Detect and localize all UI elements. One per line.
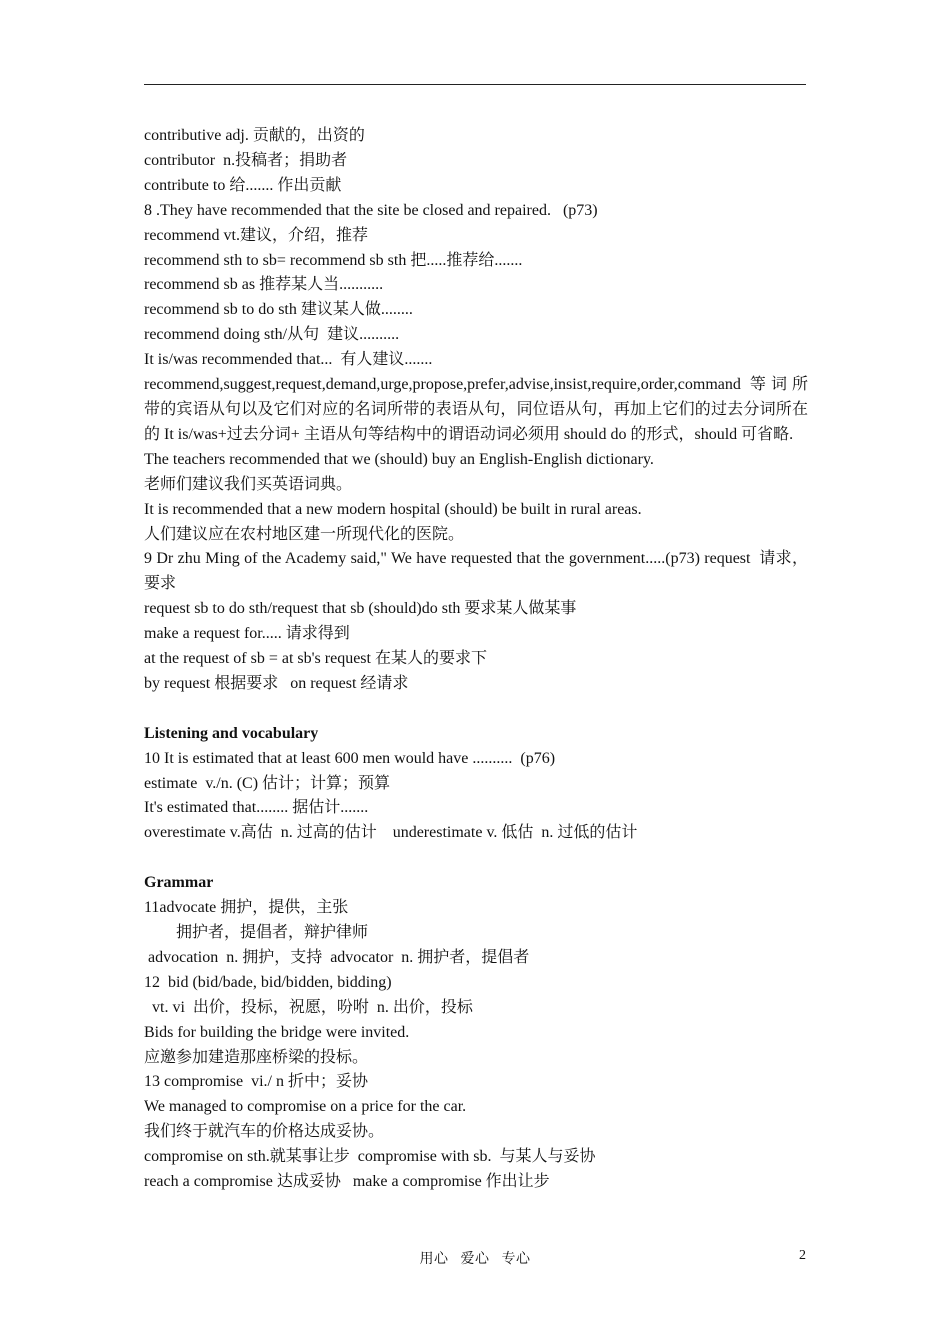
section-heading: Grammar — [144, 874, 214, 892]
text-line: 12 bid (bid/bade, bid/bidden, bidding) — [144, 973, 392, 991]
text-line: estimate v./n. (C) 估计；计算；预算 — [144, 774, 391, 792]
text-line: 10 It is estimated that at least 600 men would have .......... (p76) — [144, 749, 556, 767]
text-line: recommend sb as 推荐某人当........... — [144, 276, 384, 294]
text-line: recommend sth to sb= recommend sb sth 把.....推荐给....... — [144, 251, 523, 269]
text-line: 老师们建议我们买英语词典。 — [144, 475, 353, 493]
page-number: 2 — [799, 1248, 806, 1263]
text-line: by request 根据要求 on request 经请求 — [144, 674, 409, 692]
text-line: 9 Dr zhu Ming of the Academy said," We have requested that the government.....(p73) request 请求，要求 — [144, 550, 808, 593]
text-line: 13 compromise vi./ n 折中；妥协 — [144, 1073, 368, 1091]
text-line: reach a compromise 达成妥协 make a compromise 作出让步 — [144, 1173, 550, 1191]
page-footer — [0, 1248, 950, 1268]
blank-line — [144, 697, 808, 722]
header-rule — [144, 84, 806, 85]
text-line: make a request for..... 请求得到 — [144, 625, 350, 643]
text-line: vt. vi 出价，投标，祝愿，吩咐 n. 出价，投标 — [144, 998, 473, 1016]
document-body — [144, 124, 808, 1195]
text-line: recommend,suggest,request,demand,urge,propose,prefer,advise,insist,require,order,command 等词所带的宾语从句以及它们对应的名词所带的表语从句，同位语从句，再加上它们的过去分词所在的 It is/was+过去分词+ 主语从句等结构中的谓语动词必须用 should do 的形式，should 可省略. — [144, 376, 808, 443]
text-line: Bids for building the bridge were invited. — [144, 1023, 410, 1041]
text-line: at the request of sb = at sb's request 在某人的要求下 — [144, 650, 487, 668]
text-line: recommend sb to do sth 建议某人做........ — [144, 301, 413, 319]
section-heading: Listening and vocabulary — [144, 724, 319, 742]
footer-motto: 用心 爱心 专心 — [419, 1252, 531, 1267]
text-line: It is/was recommended that... 有人建议....... — [144, 351, 433, 369]
text-line: contributive adj. 贡献的，出资的 — [144, 127, 365, 144]
text-line: 人们建议应在农村地区建一所现代化的医院。 — [144, 525, 465, 543]
text-line: contributor n.投稿者；捐助者 — [144, 151, 348, 169]
text-line: recommend vt.建议，介绍，推荐 — [144, 226, 368, 244]
text-line: 应邀参加建造那座桥梁的投标。 — [144, 1048, 369, 1066]
text-line: recommend doing sth/从句 建议.......... — [144, 326, 400, 344]
text-line: advocation n. 拥护，支持 advocator n. 拥护者，提倡者 — [144, 948, 530, 966]
text-line: It's estimated that........ 据估计....... — [144, 799, 369, 817]
text-line: 拥护者，提倡者，辩护律师 — [144, 923, 369, 941]
text-line: 8 .They have recommended that the site be closed and repaired. (p73) — [144, 201, 598, 219]
blank-line — [144, 846, 808, 871]
text-line: We managed to compromise on a price for the car. — [144, 1098, 467, 1116]
text-line: 11advocate 拥护，提供，主张 — [144, 899, 349, 917]
text-line: The teachers recommended that we (should) buy an English-English dictionary. — [144, 450, 654, 468]
text-line: request sb to do sth/request that sb (should)do sth 要求某人做某事 — [144, 600, 577, 618]
text-line: compromise on sth.就某事让步 compromise with sb. 与某人与妥协 — [144, 1148, 596, 1166]
text-line: contribute to 给....... 作出贡献 — [144, 176, 342, 194]
text-line: overestimate v.高估 n. 过高的估计 underestimate v. 低估 n. 过低的估计 — [144, 824, 638, 842]
text-line: It is recommended that a new modern hospital (should) be built in rural areas. — [144, 500, 642, 518]
text-line: 我们终于就汽车的价格达成妥协。 — [144, 1123, 385, 1141]
